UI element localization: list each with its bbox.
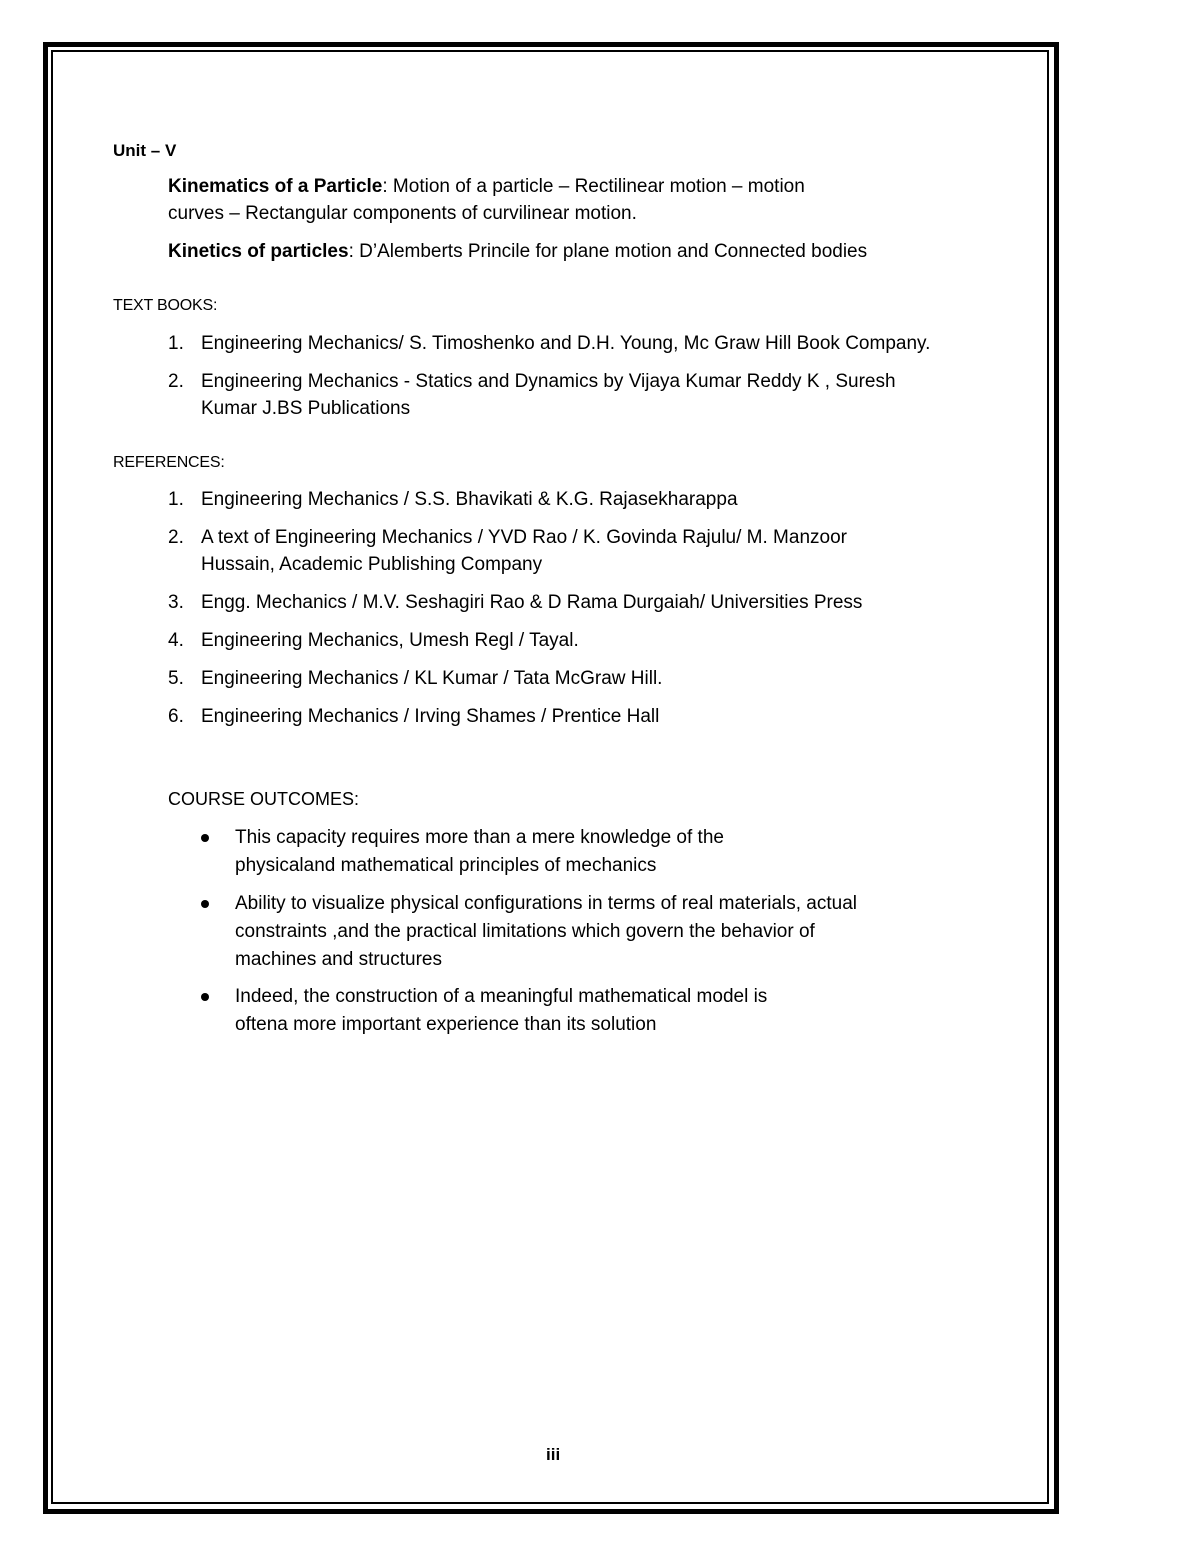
outcome-item-continued: oftena more important experience than its solution bbox=[235, 1014, 657, 1035]
page-number: iii bbox=[546, 1445, 561, 1464]
page-border-inner bbox=[51, 50, 1049, 1504]
reference-item: Engineering Mechanics / S.S. Bhavikati & K.G. Rajasekharappa bbox=[201, 489, 738, 510]
kinematics-text-line1: : Motion of a particle – Rectilinear motion – motion bbox=[382, 176, 805, 197]
kinematics-paragraph bbox=[168, 173, 805, 200]
reference-item: Engg. Mechanics / M.V. Seshagiri Rao & D Rama Durgaiah/ Universities Press bbox=[201, 592, 863, 613]
outcome-item-continued: machines and structures bbox=[235, 949, 442, 970]
course-outcomes-heading: COURSE OUTCOMES: bbox=[168, 789, 360, 809]
reference-item: Engineering Mechanics, Umesh Regl / Tayal. bbox=[201, 630, 579, 651]
outcome-item: Indeed, the construction of a meaningful mathematical model is bbox=[235, 986, 768, 1007]
reference-item: Engineering Mechanics / KL Kumar / Tata McGraw Hill. bbox=[201, 668, 663, 689]
kinetics-paragraph bbox=[168, 238, 867, 265]
reference-number: 3. bbox=[168, 592, 184, 613]
text-books-heading: TEXT BOOKS: bbox=[113, 297, 218, 314]
text-book-item: Engineering Mechanics/ S. Timoshenko and D.H. Young, Mc Graw Hill Book Company. bbox=[201, 333, 931, 354]
text-book-number: 1. bbox=[168, 333, 184, 354]
reference-number: 6. bbox=[168, 706, 184, 727]
kinematics-label: Kinematics of a Particle bbox=[168, 176, 383, 197]
outcome-item-continued: constraints ,and the practical limitations which govern the behavior of bbox=[235, 921, 815, 942]
reference-item: Engineering Mechanics / Irving Shames / Prentice Hall bbox=[201, 706, 660, 727]
text-book-item-continued: Kumar J.BS Publications bbox=[201, 398, 411, 419]
bullet-icon bbox=[201, 834, 209, 842]
reference-number: 4. bbox=[168, 630, 184, 651]
reference-item-continued: Hussain, Academic Publishing Company bbox=[201, 554, 543, 575]
bullet-icon bbox=[201, 900, 209, 908]
unit-heading: Unit – V bbox=[113, 141, 177, 160]
text-book-item: Engineering Mechanics - Statics and Dynamics by Vijaya Kumar Reddy K , Suresh bbox=[201, 371, 896, 392]
bullet-icon bbox=[201, 993, 209, 1001]
outcome-item: Ability to visualize physical configurations in terms of real materials, actual bbox=[235, 893, 857, 914]
kinetics-text: : D’Alemberts Princile for plane motion and Connected bodies bbox=[348, 241, 868, 262]
references-heading: REFERENCES: bbox=[113, 454, 225, 471]
outcome-item-continued: physicaland mathematical principles of mechanics bbox=[235, 855, 657, 876]
outcome-item: This capacity requires more than a mere knowledge of the bbox=[235, 827, 724, 848]
kinematics-text-line2: curves – Rectangular components of curvilinear motion. bbox=[168, 203, 637, 224]
text-book-number: 2. bbox=[168, 371, 184, 392]
reference-number: 1. bbox=[168, 489, 184, 510]
reference-item: A text of Engineering Mechanics / YVD Rao / K. Govinda Rajulu/ M. Manzoor bbox=[201, 527, 847, 548]
kinetics-label: Kinetics of particles bbox=[168, 241, 349, 262]
reference-number: 5. bbox=[168, 668, 184, 689]
reference-number: 2. bbox=[168, 527, 184, 548]
